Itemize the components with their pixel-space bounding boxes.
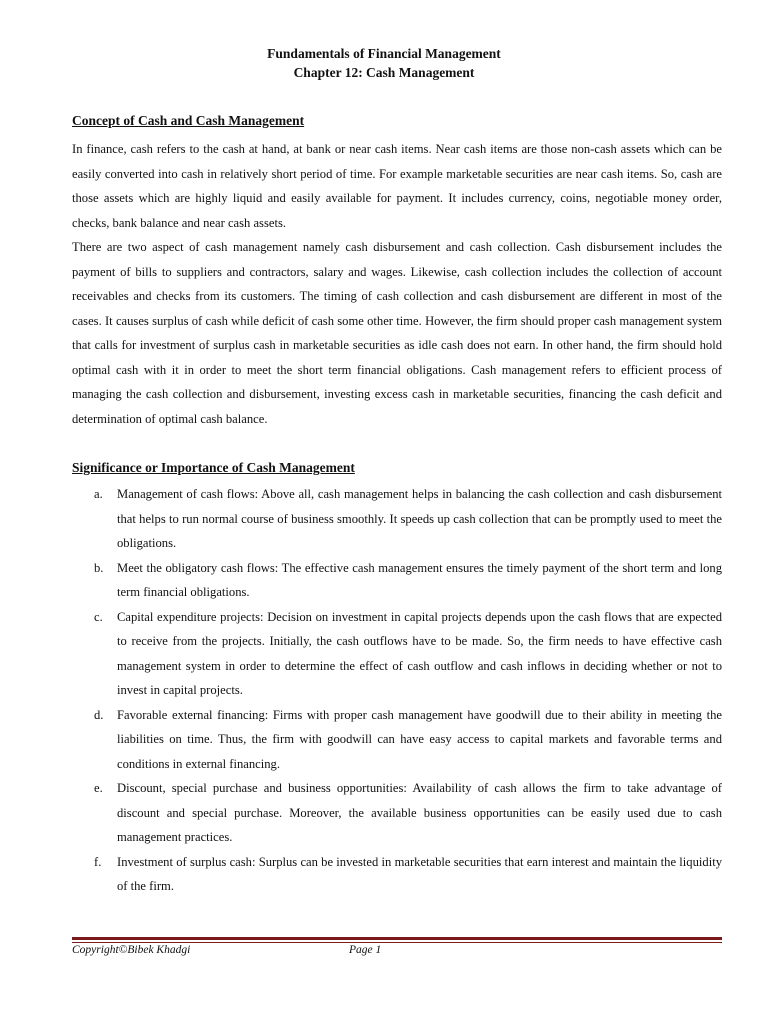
list-marker: a. — [94, 487, 103, 501]
list-item-text: Meet the obligatory cash flows: The effective cash management ensures the timely payment of the short term and long term financial obligations. — [117, 560, 722, 599]
concept-paragraph-1: In finance, cash refers to the cash at hand, at bank or near cash items. Near cash items are those non-cash assets which can be easily converted into cash in relatively short period of time. For example marketable securities are near cash items. So, cash are those assets which are highly liquid and easily available for payment. It includes currency, coins, negotiable money order, checks, bank balance and near cash assets. — [72, 142, 722, 230]
list-item-text: Investment of surplus cash: Surplus can be invested in marketable securities that earn interest and maintain the liquidity of the firm. — [117, 854, 722, 893]
document-header — [0, 44, 768, 82]
list-item — [72, 703, 722, 777]
list-marker: b. — [94, 560, 104, 575]
footer-copyright: Copyright©Bibek Khadgi — [72, 944, 191, 956]
concept-paragraph-2: There are two aspect of cash management namely cash disbursement and cash collection. Cash disbursement includes the payment of bills to suppliers and contractors, salary and wages. Likewise, cash collection includes the collection of account receivables and checks from its customers. The timing of cash collection and cash disbursement are different in most of the cases. It causes surplus of cash while deficit of cash some other time. However, the firm should proper cash management system that calls for investment of surplus cash in marketable securities as idle cash does not earn. In other hand, the firm should hold optimal cash with it in order to meet the short term financial obligations. Cash management refers to efficient process of managing the cash collection and disbursement, investing excess cash in marketable securities, financing the cash deficit and determination of optimal cash balance. — [72, 240, 722, 426]
list-item — [72, 850, 722, 899]
list-item-text: Capital expenditure projects: Decision on investment in capital projects depends upon the cash flows that are expected to receive from the projects. Initially, the cash outflows have to be made. So, the firm needs to have effective cash management system in order to determine the effect of cash outflow and cash inflows in deciding whether or not to invest in capital projects. — [117, 609, 722, 697]
list-item-text: Management of cash flows: Above all, cash management helps in balancing the cash collection and cash disbursement that helps to run normal course of business smoothly. It speeds up cash collection that can be promptly used to meet the obligations. — [117, 487, 722, 550]
footer-rule-thin — [72, 942, 722, 943]
significance-list — [72, 482, 722, 899]
list-marker: d. — [94, 707, 104, 722]
list-item — [72, 605, 722, 703]
book-title: Fundamentals of Financial Management — [267, 46, 501, 61]
list-item — [72, 482, 722, 556]
footer-rule-thick — [72, 937, 722, 940]
section-title-significance: Significance or Importance of Cash Management — [72, 460, 355, 475]
section-title-concept: Concept of Cash and Cash Management — [72, 113, 305, 128]
list-item — [72, 776, 722, 850]
list-item-text: Favorable external financing: Firms with proper cash management have goodwill due to their ability in meeting the liabilities on time. Thus, the firm with goodwill can have easy access to capital markets and favorable terms and conditions in external financing. — [117, 707, 722, 771]
list-marker: e. — [94, 781, 103, 795]
list-marker: f. — [94, 854, 102, 869]
list-item — [72, 556, 722, 605]
list-marker: c. — [94, 609, 103, 624]
footer-page-number: Page 1 — [349, 944, 382, 956]
list-item-text: Discount, special purchase and business opportunities: Availability of cash allows the firm to take advantage of discount and special purchase. Moreover, the available business opportunities can be easily used due to cash management practices. — [117, 781, 722, 844]
chapter-title: Chapter 12: Cash Management — [293, 65, 475, 80]
